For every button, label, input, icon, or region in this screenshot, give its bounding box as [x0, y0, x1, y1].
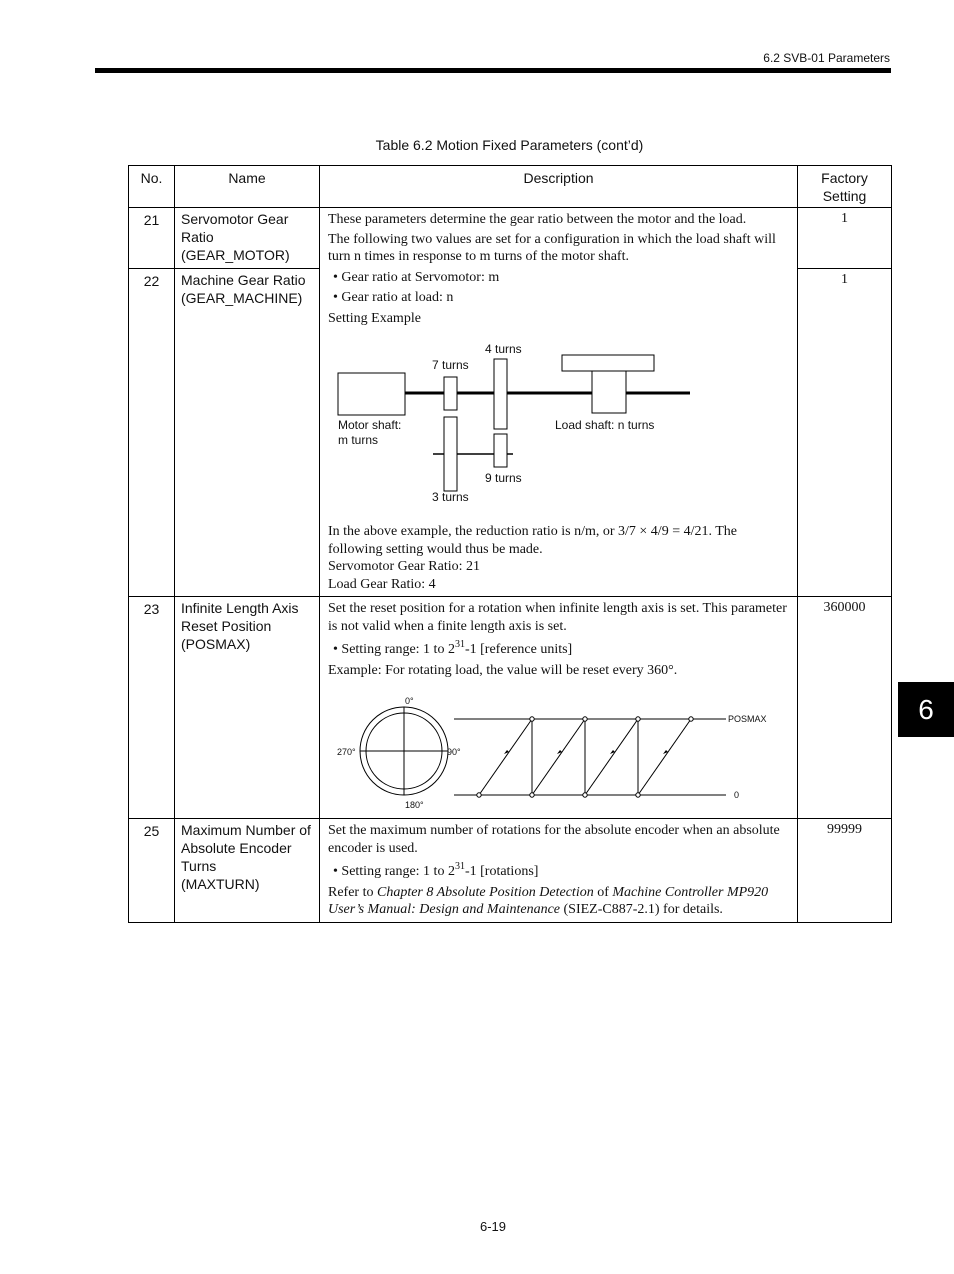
- posmax-range-post: -1 [reference units]: [464, 642, 573, 657]
- row21-no: 21: [129, 208, 175, 269]
- sawtooth-arrows: [504, 750, 668, 754]
- gear-9-turns: [494, 434, 507, 467]
- row22-name-line2: (GEAR_MACHINE): [181, 290, 303, 306]
- header-no: No.: [129, 166, 175, 208]
- header-rule: [95, 68, 891, 73]
- ref-mid: of: [593, 884, 613, 900]
- table-caption: Table 6.2 Motion Fixed Parameters (cont’d): [375, 137, 644, 153]
- table-row: [129, 208, 892, 269]
- gear-after-line1: In the above example, the reduction ratio is n/m, or 3/7 × 4/9 = 4/21. The following setting would thus be made.: [328, 524, 737, 557]
- posmax-description: [320, 597, 798, 819]
- row25-name-line1: Maximum Number of: [181, 822, 311, 838]
- maxturn-range-post: -1 [rotations]: [464, 864, 539, 879]
- row21-name-line3: (GEAR_MOTOR): [181, 247, 290, 263]
- row25-no: 25: [129, 819, 175, 923]
- maxturn-range-pre: • Setting range: 1 to 2: [333, 864, 455, 879]
- gear-desc-line2: The following two values are set for a configuration in which the load shaft will turn n times in response to m turns of the motor shaft.: [328, 231, 776, 264]
- row21-name-line2: Ratio: [181, 229, 214, 245]
- row25-name: [175, 819, 320, 923]
- ref-manual: Machine Controller MP920 User’s Manual: Design and Maintenance: [328, 884, 769, 917]
- row25-name-line2: Absolute Encoder: [181, 840, 292, 856]
- label-3-turns: 3 turns: [432, 490, 469, 504]
- row23-no: 23: [129, 597, 175, 819]
- gear-4-turns: [494, 359, 507, 429]
- header-name: Name: [175, 166, 320, 208]
- gear-bullet-servomotor: • Gear ratio at Servomotor: m: [333, 269, 500, 285]
- header-factory-line1: Factory: [821, 170, 868, 186]
- row23-name-line3: (POSMAX): [181, 636, 251, 652]
- gear-ratio-description: [320, 208, 798, 597]
- ref-chapter: Chapter 8 Absolute Position Detection: [376, 884, 594, 900]
- row25-factory-setting: 99999: [798, 819, 892, 923]
- gear-7-turns: [444, 377, 457, 410]
- running-header: 6.2 SVB-01 Parameters: [763, 51, 890, 65]
- ref-pre: Refer to: [328, 884, 377, 900]
- label-7-turns: 7 turns: [432, 358, 469, 372]
- row23-factory-setting: 360000: [798, 597, 892, 819]
- load-block: [592, 371, 626, 413]
- label-m-turns: m turns: [338, 433, 379, 447]
- load-top-block: [562, 355, 654, 371]
- posmax-rotation-diagram: [328, 691, 778, 810]
- gear-desc-line1: These parameters determine the gear ratio between the motor and the load.: [328, 212, 747, 227]
- row21-name-line1: Servomotor Gear: [181, 211, 289, 227]
- table-row: [129, 597, 892, 819]
- maxturn-desc-line1: Set the maximum number of rotations for the absolute encoder when an absolute encoder is used.: [328, 823, 780, 856]
- sawtooth-wave: [479, 719, 691, 795]
- maxturn-description: [320, 819, 798, 923]
- gear-after-line3: Load Gear Ratio: 4: [328, 576, 436, 592]
- setting-example-title: Setting Example: [328, 310, 421, 326]
- row23-name-line1: Infinite Length Axis: [181, 600, 299, 616]
- row23-name: [175, 597, 320, 819]
- label-9-turns: 9 turns: [485, 471, 522, 485]
- gear-3-turns: [444, 417, 457, 491]
- row25-name-line4: (MAXTURN): [181, 876, 260, 892]
- label-posmax: POSMAX: [728, 714, 767, 724]
- label-load-shaft: Load shaft: n turns: [555, 418, 655, 432]
- row21-factory-setting: 1: [798, 208, 892, 269]
- table-header-row: [129, 166, 892, 208]
- row25-name-line3: Turns: [181, 858, 217, 874]
- posmax-desc-line1: Set the reset position for a rotation when infinite length axis is set. This parameter is not valid when a finite length axis is set.: [328, 601, 787, 634]
- posmax-setting-range: [328, 641, 793, 659]
- motor-block: [338, 373, 405, 415]
- maxturn-reference: [328, 884, 793, 919]
- table-row: [129, 819, 892, 923]
- label-180-deg: 180°: [405, 800, 424, 810]
- gear-after-line2: Servomotor Gear Ratio: 21: [328, 559, 481, 574]
- header-factory-setting: [798, 166, 892, 208]
- posmax-range-exp: 31: [454, 639, 465, 650]
- header-description: Description: [320, 166, 798, 208]
- label-0-deg: 0°: [405, 696, 414, 706]
- page-number: 6-19: [479, 1219, 507, 1234]
- label-motor-shaft: Motor shaft:: [338, 418, 402, 432]
- parameters-table: [128, 165, 892, 923]
- header-factory-line2: Setting: [822, 188, 867, 204]
- row23-name-line2: Reset Position: [181, 618, 272, 634]
- row21-name: [175, 208, 320, 269]
- maxturn-setting-range: [328, 863, 793, 881]
- maxturn-range-exp: 31: [454, 861, 465, 872]
- label-zero: 0: [734, 790, 740, 800]
- row22-name: [175, 269, 320, 597]
- gear-train-diagram: [328, 341, 708, 511]
- row22-no: 22: [129, 269, 175, 597]
- row22-factory-setting: 1: [798, 269, 892, 597]
- posmax-example: Example: For rotating load, the value will be reset every 360°.: [328, 662, 678, 678]
- chapter-tab: 6: [898, 682, 954, 737]
- ref-post: (SIEZ-C887-2.1) for details.: [560, 902, 723, 917]
- posmax-range-pre: • Setting range: 1 to 2: [333, 642, 455, 657]
- label-270-deg: 270°: [337, 747, 356, 757]
- label-4-turns: 4 turns: [485, 342, 522, 356]
- label-90-deg: 90°: [447, 747, 461, 757]
- row22-name-line1: Machine Gear Ratio: [181, 272, 306, 288]
- gear-bullet-load: • Gear ratio at load: n: [333, 290, 454, 305]
